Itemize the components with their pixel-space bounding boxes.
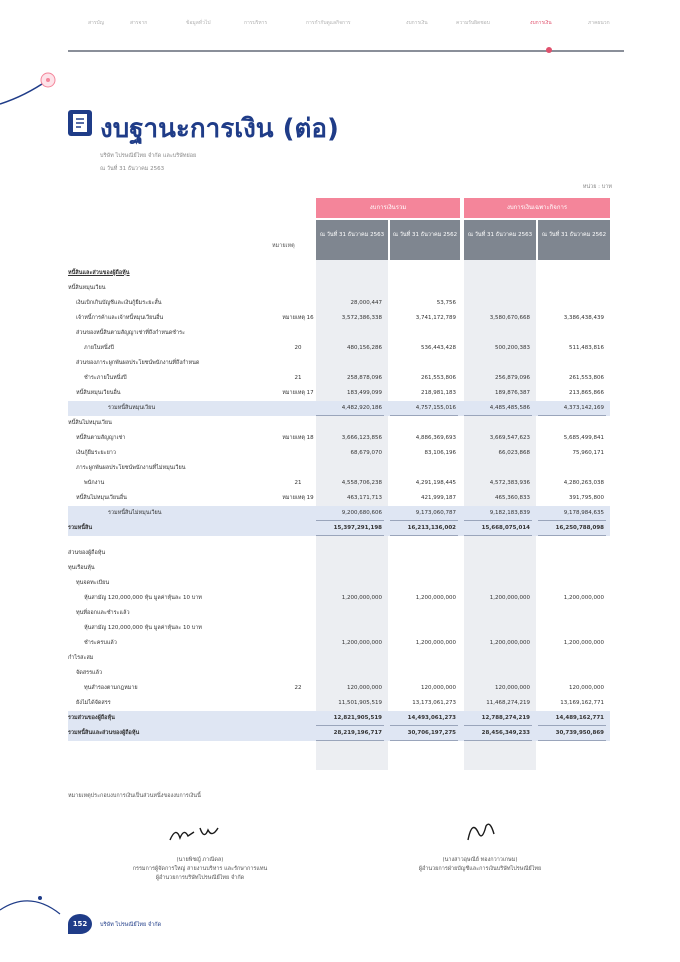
row-value-1: 258,878,096 (347, 375, 382, 381)
row-value-2: 120,000,000 (421, 685, 456, 691)
row-value-3: 28,456,349,233 (481, 730, 530, 736)
table-row (68, 281, 610, 296)
row-value-4: 120,000,000 (569, 685, 604, 691)
table-row (68, 636, 610, 651)
row-value-4: 30,739,950,869 (555, 730, 604, 736)
nav-tab-8[interactable]: งบการเงิน (530, 20, 552, 26)
row-value-4: 4,280,263,038 (563, 480, 604, 486)
row-label: เงินเบิกเกินบัญชีและเงินกู้ยืมระยะสั้น (76, 300, 162, 306)
row-value-2: 4,757,155,016 (415, 405, 456, 411)
row-value-3: 15,668,075,014 (481, 525, 530, 531)
table-row (68, 431, 610, 446)
statement-date: ณ วันที่ 31 ธันวาคม 2563 (100, 166, 165, 172)
nav-active-dot (546, 47, 552, 53)
row-label: ส่วนของภาระผูกพันผลประโยชน์พนักงานที่ถึงกำหนด (76, 360, 200, 366)
table-row (68, 416, 610, 431)
row-label: ยังไม่ได้จัดสรร (76, 700, 111, 706)
row-value-2: 4,886,369,693 (415, 435, 456, 441)
table-row (68, 546, 610, 561)
document-icon (68, 110, 92, 136)
row-value-4: 213,865,866 (569, 390, 604, 396)
row-label: เจ้าหนี้การค้าและเจ้าหนี้หมุนเวียนอื่น (76, 315, 164, 321)
row-label: เงินกู้ยืมระยะยาว (76, 450, 116, 456)
row-value-3: 256,879,096 (495, 375, 530, 381)
row-label: ส่วนของผู้ถือหุ้น (68, 550, 106, 556)
row-label: หุ้นสามัญ 120,000,000 หุ้น มูลค่าหุ้นละ 10 บาท (84, 625, 202, 631)
nav-tab-7[interactable]: ความรับผิดชอบ (456, 20, 490, 26)
row-value-1: 1,200,000,000 (341, 640, 382, 646)
signature-1-title: กรรมการผู้จัดการใหญ่ สายงานบริหาร และรักษาการแทน (132, 866, 268, 872)
row-label: พนักงาน (84, 480, 105, 486)
signature-2-block (370, 856, 590, 874)
row-value-1: 4,558,706,238 (341, 480, 382, 486)
row-value-1: 28,000,447 (350, 300, 382, 306)
page-number-badge: 152 (68, 914, 92, 934)
row-label: ทุนเรือนหุ้น (68, 565, 95, 571)
table-row (68, 606, 610, 621)
row-value-1: 28,219,196,717 (333, 730, 382, 736)
row-value-4: 261,553,806 (569, 375, 604, 381)
row-value-2: 53,756 (436, 300, 456, 306)
row-value-1: 480,156,286 (347, 345, 382, 351)
total-underline (464, 535, 532, 536)
row-value-1: 4,482,920,186 (341, 405, 382, 411)
row-value-4: 5,685,499,841 (563, 435, 604, 441)
table-row (68, 476, 610, 491)
row-note: 22 (294, 685, 302, 691)
table-row (68, 506, 610, 521)
row-value-2: 9,173,060,787 (415, 510, 456, 516)
row-value-2: 4,291,198,445 (415, 480, 456, 486)
row-value-4: 1,200,000,000 (563, 640, 604, 646)
row-note: 21 (294, 375, 302, 381)
row-value-3: 120,000,000 (495, 685, 530, 691)
year-header-3: ณ วันที่ 31 ธันวาคม 2563 (464, 220, 536, 260)
table-row (68, 491, 610, 506)
row-label: ชำระภายในหนึ่งปี (84, 375, 127, 381)
row-label: รวมส่วนของผู้ถือหุ้น (68, 715, 115, 721)
row-value-4: 9,178,984,635 (563, 510, 604, 516)
row-note: หมายเหตุ 19 (282, 495, 314, 501)
row-value-3: 9,182,183,839 (489, 510, 530, 516)
table-row (68, 591, 610, 606)
row-value-4: 3,386,438,439 (563, 315, 604, 321)
table-row (68, 621, 610, 636)
total-underline (390, 535, 458, 536)
total-underline (316, 535, 384, 536)
row-value-1: 68,679,070 (350, 450, 382, 456)
signature-2-image (462, 818, 502, 844)
year-header-2: ณ วันที่ 31 ธันวาคม 2562 (390, 220, 460, 260)
row-value-3: 1,200,000,000 (489, 640, 530, 646)
header-consolidated: งบการเงินรวม (316, 198, 460, 218)
row-value-3: 4,572,383,936 (489, 480, 530, 486)
table-row (68, 576, 610, 591)
nav-tab-3[interactable]: ข้อมูลทั่วไป (186, 20, 211, 26)
table-row (68, 341, 610, 356)
total-underline (316, 740, 384, 741)
row-value-2: 3,741,172,789 (415, 315, 456, 321)
row-value-1: 9,200,680,606 (341, 510, 382, 516)
row-note: 21 (294, 480, 302, 486)
row-value-4: 391,795,800 (569, 495, 604, 501)
nav-tab-1[interactable]: สารบัญ (88, 20, 104, 26)
row-label: หุ้นสามัญ 120,000,000 หุ้น มูลค่าหุ้นละ 10 บาท (84, 595, 202, 601)
row-label: หนี้สินหมุนเวียนอื่น (76, 390, 121, 396)
signature-1-image (168, 822, 228, 844)
row-value-3: 4,485,485,586 (489, 405, 530, 411)
footnote: หมายเหตุประกอบงบการเงินเป็นส่วนหนึ่งของงบการเงินนี้ (68, 793, 201, 799)
nav-tab-2[interactable]: สารจาก (130, 20, 148, 26)
row-value-4: 511,483,816 (569, 345, 604, 351)
row-value-3: 12,788,274,219 (481, 715, 530, 721)
row-value-3: 500,200,383 (495, 345, 530, 351)
row-value-4: 75,960,171 (572, 450, 604, 456)
row-label: หนี้สินหมุนเวียน (68, 285, 106, 291)
row-label: หนี้สินไม่หมุนเวียนอื่น (76, 495, 127, 501)
table-row (68, 386, 610, 401)
row-note: 20 (294, 345, 302, 351)
table-row (68, 666, 610, 681)
row-value-1: 463,171,713 (347, 495, 382, 501)
signature-1-title2: ผู้อำนวยการบริษัทไปรษณีย์ไทย จำกัด (155, 875, 245, 881)
row-note: หมายเหตุ 17 (282, 390, 314, 396)
table-row (68, 401, 610, 416)
table-row (68, 651, 610, 666)
row-value-3: 189,876,387 (495, 390, 530, 396)
row-value-2: 13,173,061,273 (412, 700, 456, 706)
total-underline (538, 535, 606, 536)
table-row (68, 726, 610, 741)
row-label: หนี้สินและส่วนของผู้ถือหุ้น (68, 270, 130, 276)
row-label: ทุนสำรองตามกฎหมาย (84, 685, 138, 691)
table-row (68, 711, 610, 726)
table-row (68, 266, 610, 281)
nav-tab-4[interactable]: การบริหาร (244, 20, 268, 26)
row-label: รวมหนี้สินหมุนเวียน (108, 405, 156, 411)
row-value-3: 3,580,670,668 (489, 315, 530, 321)
table-row (68, 371, 610, 386)
row-value-3: 1,200,000,000 (489, 595, 530, 601)
row-label: ทุนจดทะเบียน (76, 580, 110, 586)
row-label: ทุนที่ออกและชำระแล้ว (76, 610, 130, 616)
table-row (68, 446, 610, 461)
row-value-3: 465,360,833 (495, 495, 530, 501)
nav-tab-5[interactable]: การกำกับดูแลกิจการ (306, 20, 351, 26)
signature-2-name: (นางสาวอุษณีย์ ทองกวาวเกษม) (442, 857, 518, 863)
nav-tab-6[interactable]: งบการเงิน (406, 20, 428, 26)
row-value-2: 261,553,806 (421, 375, 456, 381)
year-header-1: ณ วันที่ 31 ธันวาคม 2563 (316, 220, 388, 260)
table-row (68, 461, 610, 476)
row-value-2: 30,706,197,275 (407, 730, 456, 736)
top-navigation (68, 18, 624, 52)
row-label: รวมหนี้สินและส่วนของผู้ถือหุ้น (68, 730, 140, 736)
row-value-1: 3,666,123,856 (341, 435, 382, 441)
row-value-4: 16,250,788,098 (555, 525, 604, 531)
row-value-1: 120,000,000 (347, 685, 382, 691)
row-label: ภายในหนึ่งปี (84, 345, 114, 351)
row-value-3: 3,669,547,623 (489, 435, 530, 441)
row-value-4: 14,489,162,771 (555, 715, 604, 721)
row-label: รวมหนี้สิน (68, 525, 93, 531)
total-underline (538, 740, 606, 741)
row-value-2: 1,200,000,000 (415, 640, 456, 646)
row-label: ภาระผูกพันผลประโยชน์พนักงานที่ไม่หมุนเวียน (76, 465, 186, 471)
row-value-2: 421,999,187 (421, 495, 456, 501)
table-row (68, 696, 610, 711)
row-value-1: 1,200,000,000 (341, 595, 382, 601)
signature-1-name: (นายพิชญ์ ภาณีดล) (176, 857, 224, 863)
note-header: หมายเหตุ (272, 243, 295, 249)
row-value-1: 3,572,386,338 (341, 315, 382, 321)
table-row (68, 521, 610, 536)
row-label: รวมหนี้สินไม่หมุนเวียน (108, 510, 162, 516)
row-value-3: 66,023,868 (498, 450, 530, 456)
row-value-1: 183,499,099 (347, 390, 382, 396)
row-value-2: 16,213,136,002 (407, 525, 456, 531)
row-label: หนี้สินไม่หมุนเวียน (68, 420, 112, 426)
row-note: หมายเหตุ 16 (282, 315, 314, 321)
row-value-4: 1,200,000,000 (563, 595, 604, 601)
signature-1-block (90, 856, 310, 883)
company-name: บริษัท ไปรษณีย์ไทย จำกัด และบริษัทย่อย (100, 153, 197, 159)
row-value-2: 83,106,196 (424, 450, 456, 456)
row-value-2: 218,981,183 (421, 390, 456, 396)
signature-2-title: ผู้อำนวยการฝ่ายบัญชีและการเงินบริษัทไปรษณีย์ไทย (418, 866, 542, 872)
table-row (68, 326, 610, 341)
row-label: กำไรสะสม (68, 655, 94, 661)
row-value-2: 14,493,061,273 (407, 715, 456, 721)
page-title: งบฐานะการเงิน (ต่อ) (100, 114, 339, 144)
row-value-4: 4,373,142,169 (563, 405, 604, 411)
total-underline (390, 740, 458, 741)
row-value-3: 11,468,274,219 (486, 700, 530, 706)
nav-tab-9[interactable]: ภาคผนวก (588, 20, 610, 26)
row-value-2: 536,443,428 (421, 345, 456, 351)
row-label: จัดสรรแล้ว (76, 670, 103, 676)
row-note: หมายเหตุ 18 (282, 435, 314, 441)
row-value-1: 15,397,291,198 (333, 525, 382, 531)
row-label: ชำระครบแล้ว (84, 640, 117, 646)
row-label: ส่วนของหนี้สินตามสัญญาเช่าที่ถึงกำหนดชำระ (76, 330, 186, 336)
total-underline (464, 740, 532, 741)
row-value-2: 1,200,000,000 (415, 595, 456, 601)
table-row (68, 311, 610, 326)
row-value-1: 11,501,905,519 (338, 700, 382, 706)
year-header-4: ณ วันที่ 31 ธันวาคม 2562 (538, 220, 610, 260)
table-row (68, 356, 610, 371)
table-row (68, 296, 610, 311)
footer-company: บริษัท ไปรษณีย์ไทย จำกัด (100, 922, 162, 928)
table-row (68, 561, 610, 576)
decorative-swoosh (0, 60, 70, 120)
unit-label: หน่วย : บาท (582, 184, 612, 190)
row-value-1: 12,821,905,519 (333, 715, 382, 721)
row-label: หนี้สินตามสัญญาเช่า (76, 435, 126, 441)
row-value-4: 13,169,162,771 (560, 700, 604, 706)
table-row (68, 681, 610, 696)
header-separate: งบการเงินเฉพาะกิจการ (464, 198, 610, 218)
